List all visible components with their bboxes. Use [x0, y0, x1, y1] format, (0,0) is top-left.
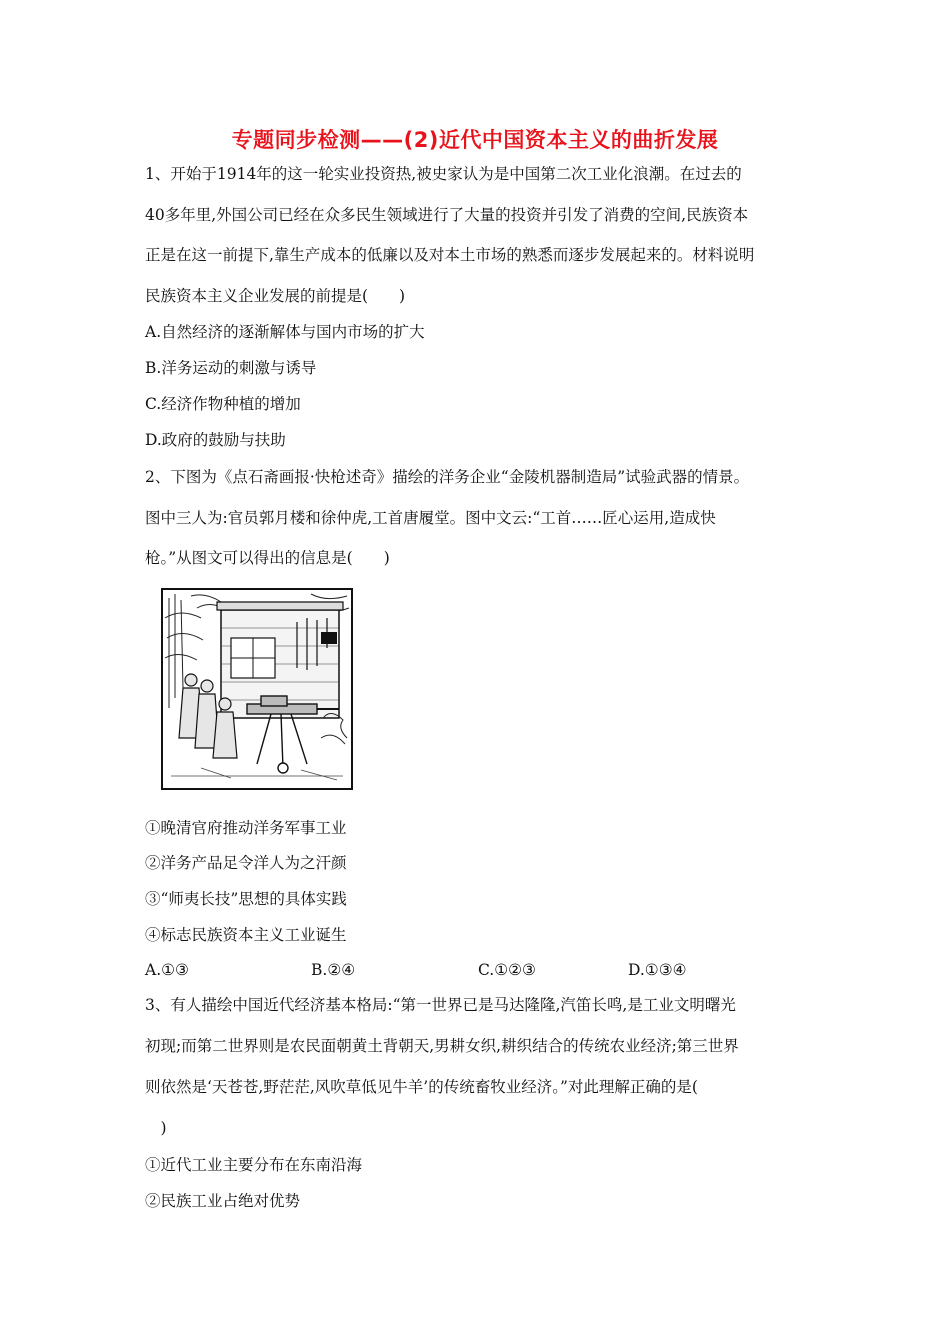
q1-option-c: C.经济作物种植的增加: [145, 395, 301, 413]
q2-statement-4: ④标志民族资本主义工业诞生: [145, 926, 347, 944]
q2-option-d: D.①③④: [628, 961, 687, 979]
q2-option-c: C.①②③: [478, 961, 536, 979]
q3-text-line-3: 则依然是‘天苍苍,野茫茫,风吹草低见牛羊’的传统畜牧业经济。”对此理解正确的是(: [145, 1078, 698, 1096]
q3-statement-2: ②民族工业占绝对优势: [145, 1192, 301, 1210]
q1-text-line-1: 1、开始于1914年的这一轮实业投资热,被史家认为是中国第二次工业化浪潮。在过去的: [145, 165, 742, 183]
q2-statement-3: ③“师夷长技”思想的具体实践: [145, 890, 347, 908]
q1-text-line-4: 民族资本主义企业发展的前提是( ): [145, 287, 406, 305]
q2-option-a: A.①③: [145, 961, 189, 979]
q2-text-line-1: 2、下图为《点石斋画报·快枪述奇》描绘的洋务企业“金陵机器制造局”试验武器的情景。: [145, 468, 750, 486]
q2-statement-2: ②洋务产品足令洋人为之汗颜: [145, 854, 347, 872]
q1-option-b: B.洋务运动的刺激与诱导: [145, 359, 317, 377]
gun-test-illustration: [161, 588, 353, 790]
q1-option-a: A.自然经济的逐渐解体与国内市场的扩大: [145, 323, 425, 341]
q3-text-line-1: 3、有人描绘中国近代经济基本格局:“第一世界已是马达隆隆,汽笛长鸣,是工业文明曙光: [145, 996, 736, 1014]
q3-text-line-2: 初现;而第二世界则是农民面朝黄土背朝天,男耕女织,耕织结合的传统农业经济;第三世界: [145, 1037, 739, 1055]
q2-options-row: [145, 960, 745, 980]
q1-option-d: D.政府的鼓励与扶助: [145, 431, 286, 449]
q2-text-line-2: 图中三人为:官员郭月楼和徐仲虎,工首唐履堂。图中文云:“工首……匠心运用,造成快: [145, 509, 716, 527]
q1-text-line-3: 正是在这一前提下,靠生产成本的低廉以及对本土市场的熟悉而逐步发展起来的。材料说明: [145, 246, 755, 264]
q3-statement-1: ①近代工业主要分布在东南沿海: [145, 1156, 363, 1174]
document-title: 专题同步检测——(2)近代中国资本主义的曲折发展: [231, 128, 719, 152]
q1-text-line-2: 40多年里,外国公司已经在众多民生领域进行了大量的投资并引发了消费的空间,民族资本: [145, 206, 749, 224]
q3-text-line-4: ): [145, 1119, 167, 1137]
q2-text-line-3: 枪。”从图文可以得出的信息是( ): [145, 549, 390, 567]
q2-option-b: B.②④: [311, 961, 356, 979]
q2-statement-1: ①晚清官府推动洋务军事工业: [145, 819, 347, 837]
